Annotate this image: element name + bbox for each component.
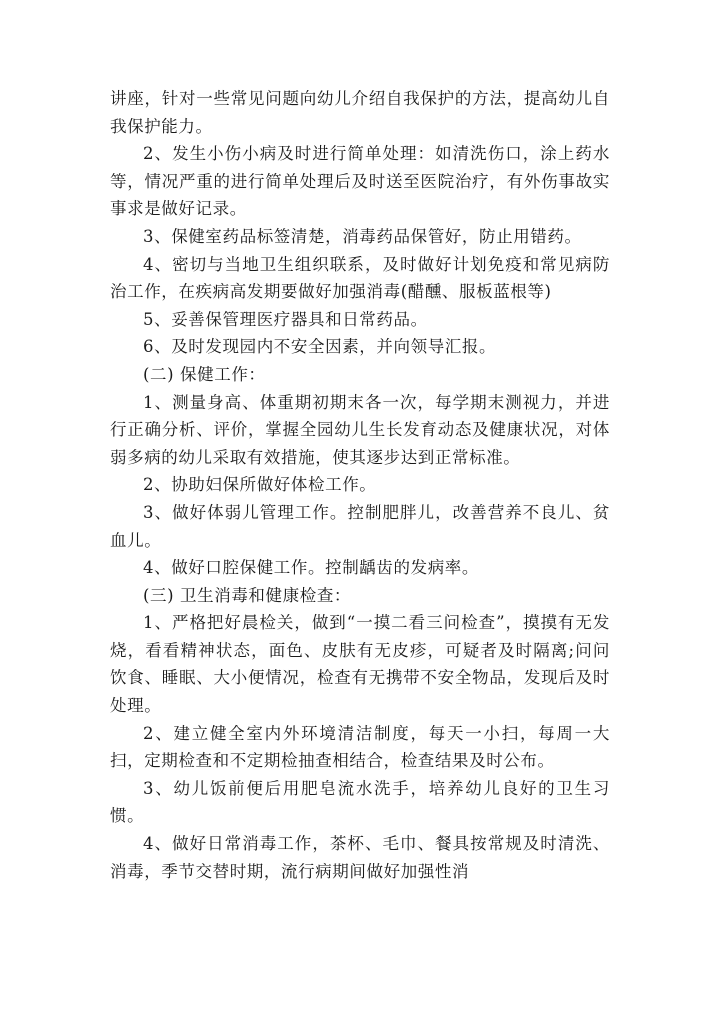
section-heading-hygiene: (三) 卫生消毒和健康检查： bbox=[143, 585, 352, 605]
paragraph-item-4: 4、做好口腔保健工作。控制龋齿的发病率。 bbox=[143, 558, 479, 578]
paragraph-item-3: 3、幼儿饭前便后用肥皂流水洗手，培养幼儿良好的卫生习惯。 bbox=[110, 778, 610, 826]
paragraph-item-1: 1、严格把好晨检关，做到“一摸二看三问检查”，摸摸有无发烧，看看精神状态，面色、皮肤有无皮疹，可疑者及时隔离;问问饮食、睡眠、大小便情况，检查有无携带不安全物品，发现后及时处理。 bbox=[110, 613, 610, 716]
paragraph-item-1: 1、测量身高、体重期初期末各一次，每学期末测视力，并进行正确分析、评价，掌握全园幼儿生长发育动态及健康状况，对体弱多病的幼儿采取有效措施，使其逐步达到正常标准。 bbox=[110, 392, 610, 467]
paragraph-item-3: 3、保健室药品标签清楚，消毒药品保管好，防止用错药。 bbox=[143, 226, 582, 246]
document-body bbox=[110, 85, 610, 885]
paragraph-item-6: 6、及时发现园内不安全因素，并向领导汇报。 bbox=[143, 337, 497, 357]
paragraph-item-2: 2、建立健全室内外环境清洁制度，每天一小扫，每周一大扫，定期检查和不定期检抽查相结合，检查结果及时公布。 bbox=[110, 723, 610, 771]
paragraph-item-3: 3、做好体弱儿管理工作。控制肥胖儿，改善营养不良儿、贫血儿。 bbox=[110, 502, 610, 550]
paragraph-item-5: 5、妥善保管理医疗器具和日常药品。 bbox=[143, 309, 428, 329]
paragraph-item-2: 2、发生小伤小病及时进行简单处理：如清洗伤口，涂上药水等，情况严重的进行简单处理后及时送至医院治疗，有外伤事故实事求是做好记录。 bbox=[110, 144, 610, 219]
section-heading-health-care: (二) 保健工作： bbox=[143, 364, 266, 384]
paragraph-item-4: 4、密切与当地卫生组织联系，及时做好计划免疫和常见病防治工作，在疾病高发期要做好加强消毒(醋醺、服板蓝根等) bbox=[110, 254, 610, 302]
paragraph-item-4: 4、做好日常消毒工作，茶杯、毛巾、餐具按常规及时清洗、消毒，季节交替时期，流行病期间做好加强性消 bbox=[110, 834, 610, 881]
paragraph-item-2: 2、协助妇保所做好体检工作。 bbox=[143, 475, 377, 495]
paragraph-continuation: 讲座，针对一些常见问题向幼儿介绍自我保护的方法，提高幼儿自我保护能力。 bbox=[110, 89, 610, 136]
